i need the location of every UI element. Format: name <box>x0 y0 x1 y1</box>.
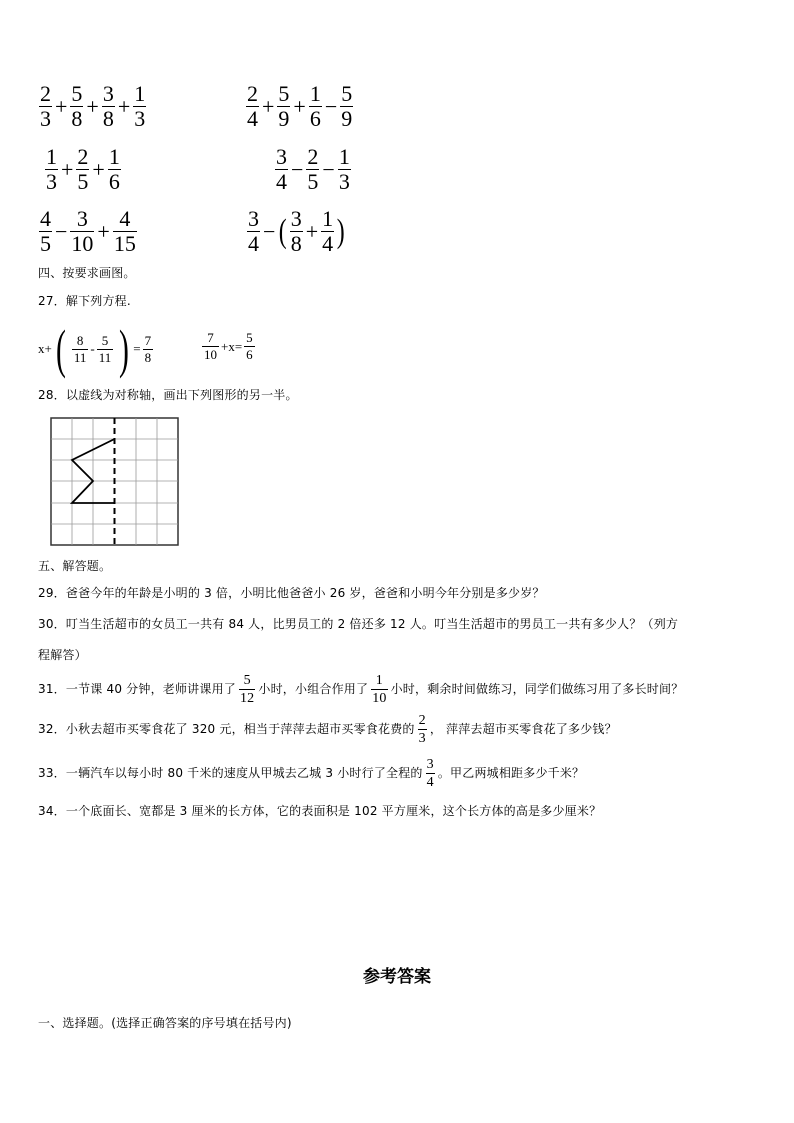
fraction: $\frac{2}{3}$ <box>40 81 51 131</box>
expression-6: $\frac{3}{4}$ − ( $\frac{3}{8}$ + $\frac{1}{4}$ ) <box>248 206 345 256</box>
fraction: $\frac{4}{5}$ <box>40 206 51 256</box>
fraction: $\frac{2}{5}$ <box>77 144 89 194</box>
fraction: $\frac{5}{9}$ <box>341 81 353 131</box>
fraction: $\frac{8}{11}$ <box>73 332 87 365</box>
section-4-heading: 四、按要求画图。 <box>38 266 136 280</box>
fraction: $\frac{2}{3}$ <box>418 713 426 746</box>
fraction: $\frac{1}{6}$ <box>309 81 321 131</box>
fraction: $\frac{1}{3}$ <box>134 81 146 131</box>
fraction: $\frac{3}{4}$ <box>248 206 259 256</box>
answer-section-1-heading: 一、选择题。(选择正确答案的序号填在括号内) <box>38 1016 292 1030</box>
expression-2: $\frac{2}{4}$ + $\frac{5}{9}$ + $\frac{1}{6}$ − $\frac{5}{9}$ <box>247 81 353 131</box>
answer-title: 参考答案 <box>363 967 431 987</box>
fraction: $\frac{1}{6}$ <box>108 144 120 194</box>
fraction: $\frac{2}{4}$ <box>247 81 258 131</box>
question-31: 31．一节课 40 分钟，老师讲课用了 $\frac{5}{12}$ 小时，小组合作用了 $\frac{1}{10}$ 小时，剩余时间做练习，同学们做练习用了多长时间？ <box>38 673 684 706</box>
fraction: $\frac{7}{10}$ <box>204 330 217 362</box>
question-27: 27．解下列方程. <box>38 294 131 308</box>
expression-4: $\frac{3}{4}$ − $\frac{2}{5}$ − $\frac{1}{3}$ <box>276 144 350 194</box>
question-32: 32．小秋去超市买零食花了 320 元，相当于萍萍去超市买零食花费的 $\frac{2}{3}$ ， 萍萍去超市买零食花了多少钱？ <box>38 713 617 746</box>
fraction: $\frac{5}{12}$ <box>239 673 255 706</box>
expression-1: $\frac{2}{3}$ + $\frac{5}{8}$ + $\frac{3}{8}$ + $\frac{1}{3}$ <box>40 81 146 131</box>
section-5-heading: 五、解答题。 <box>38 559 112 573</box>
fraction: $\frac{5}{6}$ <box>246 330 253 362</box>
question-34: 34．一个底面长、宽都是 3 厘米的长方体，它的表面积是 102 平方厘米，这个长方体的高是多少厘米？ <box>38 804 602 818</box>
fraction: $\frac{3}{4}$ <box>426 757 434 790</box>
question-33: 33．一辆汽车以每小时 80 千米的速度从甲城去乙城 3 小时行了全程的 $\frac{3}{4}$ 。甲乙两城相距多少千米？ <box>38 757 585 790</box>
equation-2: $\frac{7}{10}$ +x= $\frac{5}{6}$ <box>204 330 253 362</box>
fraction: $\frac{4}{15}$ <box>113 206 136 256</box>
fraction: $\frac{1}{3}$ <box>338 144 350 194</box>
question-30-cont: 程解答） <box>38 648 87 662</box>
fraction: $\frac{5}{8}$ <box>71 81 83 131</box>
fraction: $\frac{5}{11}$ <box>98 332 112 365</box>
question-30: 30．叮当生活超市的女员工一共有 84 人，比男员工的 2 倍还多 12 人。叮当生活超市的男员工一共有多少人？（列方 <box>38 617 679 631</box>
fraction: $\frac{1}{4}$ <box>322 206 334 256</box>
fraction: $\frac{3}{8}$ <box>290 206 302 256</box>
question-29: 29．爸爸今年的年龄是小明的 3 倍，小明比他爸爸小 26 岁，爸爸和小明今年分别是多少岁？ <box>38 586 545 600</box>
expression-5: $\frac{4}{5}$ − $\frac{3}{10}$ + $\frac{4}{15}$ <box>40 206 136 256</box>
fraction: $\frac{2}{5}$ <box>307 144 319 194</box>
fraction: $\frac{1}{10}$ <box>372 673 387 706</box>
question-28: 28．以虚线为对称轴，画出下列图形的另一半。 <box>38 388 298 402</box>
fraction: $\frac{3}{10}$ <box>71 206 94 256</box>
fraction: $\frac{3}{8}$ <box>102 81 114 131</box>
fraction: $\frac{1}{3}$ <box>46 144 57 194</box>
fraction: $\frac{5}{9}$ <box>278 81 290 131</box>
expression-3: $\frac{1}{3}$ + $\frac{2}{5}$ + $\frac{1}{6}$ <box>46 144 120 194</box>
equation-1: x+ ( $\frac{8}{11}$ - $\frac{5}{11}$ ) = $\frac{7}{8}$ <box>38 319 152 379</box>
fraction: $\frac{3}{4}$ <box>276 144 287 194</box>
symmetry-grid-figure <box>50 417 180 547</box>
fraction: $\frac{7}{8}$ <box>144 332 152 365</box>
